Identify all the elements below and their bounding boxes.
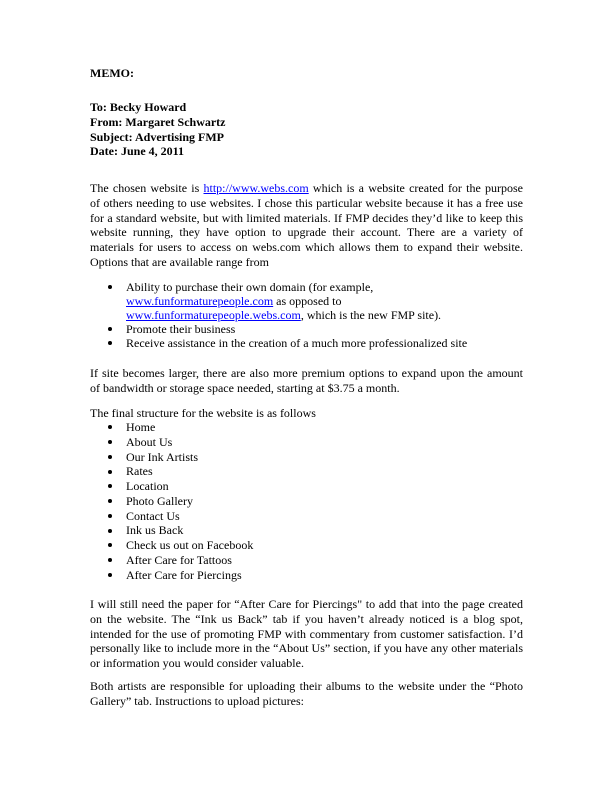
list-item <box>126 568 523 583</box>
bullet-icon <box>108 543 112 547</box>
list-item <box>126 538 523 553</box>
paragraph-line: personally like to include more in the “About Us” section, if you have any other materials <box>90 641 523 656</box>
paragraph-line: on the website. The “Ink us Back” tab if you haven’t already noticed is a blog spot, <box>90 611 523 626</box>
intro-suffix: which is a website created for the purpose <box>308 181 524 195</box>
upload-paragraph <box>90 679 523 709</box>
bullet-icon <box>108 455 112 459</box>
structure-item-rates: Rates <box>126 464 153 479</box>
fmp-site-link[interactable]: www.funformaturepeople.webs.com <box>126 308 301 322</box>
list-item <box>126 435 523 450</box>
list-item <box>126 322 523 336</box>
options-list <box>126 280 523 350</box>
bullet-icon <box>108 327 112 331</box>
memo-heading: MEMO: <box>90 66 134 80</box>
structure-item-photo-gallery: Photo Gallery <box>126 493 193 508</box>
webs-link[interactable]: http://www.webs.com <box>203 181 309 195</box>
premium-paragraph <box>90 366 523 396</box>
option-text: Receive assistance in the creation of a much more professionalized site <box>126 336 468 350</box>
bullet-icon <box>108 514 112 518</box>
fmp-site-suffix: , which is the new FMP site). <box>300 308 442 322</box>
bullet-icon <box>108 470 112 474</box>
structure-item-facebook: Check us out on Facebook <box>126 538 254 552</box>
paragraph-line: of others needing to use websites. I chose this particular website because it has a free use <box>90 195 523 210</box>
paragraph-line: Gallery” tab. Instructions to upload pictures: <box>90 693 304 708</box>
list-item <box>126 336 523 350</box>
memo-subject: Subject: Advertising FMP <box>90 129 224 144</box>
bullet-icon <box>108 499 112 503</box>
bullet-icon <box>108 440 112 444</box>
structure-item-aftercare-piercings: After Care for Piercings <box>126 567 242 582</box>
list-item <box>126 464 523 479</box>
paragraph-line: Options that are available range from <box>90 254 269 269</box>
domain-option-line <box>126 308 523 322</box>
list-item <box>126 420 523 435</box>
paragraph-line: or information you would consider valuable. <box>90 656 304 670</box>
example-domain-link[interactable]: www.funformaturepeople.com <box>126 294 274 308</box>
paragraph-line: Both artists are responsible for uploading their albums to the website under the “Photo <box>90 679 523 693</box>
memo-header-fields <box>90 100 523 159</box>
intro-prefix: The chosen website is <box>90 181 204 195</box>
structure-item-location: Location <box>126 479 169 493</box>
bullet-icon <box>108 573 112 577</box>
list-item <box>126 479 523 494</box>
structure-list <box>126 420 523 582</box>
bullet-icon <box>108 425 112 429</box>
bullet-icon <box>108 529 112 533</box>
memo-from: From: Margaret Schwartz <box>90 114 226 129</box>
paragraph-line: If site becomes larger, there are also more premium options to expand upon the amount <box>90 366 523 380</box>
memo-date: Date: June 4, 2011 <box>90 144 184 159</box>
paragraph-line: materials for users to access on webs.com which allows them to expand their website. <box>90 240 523 254</box>
list-item <box>126 553 523 568</box>
paragraph-line: intended for the use of promoting FMP with commentary from customer satisfaction. I’d <box>90 626 523 641</box>
bullet-icon <box>108 285 112 289</box>
structure-item-ink-us-back: Ink us Back <box>126 523 184 538</box>
paragraph-line: website running, they have option to upgrade their account. There are a variety of <box>90 225 523 240</box>
list-item <box>126 523 523 538</box>
list-item <box>126 509 523 524</box>
list-item <box>126 494 523 509</box>
paragraph-line: of bandwidth or storage space needed, starting at $3.75 a month. <box>90 380 400 395</box>
structure-intro: The final structure for the website is as follows <box>90 406 316 420</box>
memo-to: To: Becky Howard <box>90 100 187 114</box>
paragraph-line <box>90 181 523 196</box>
structure-item-ink-artists: Our Ink Artists <box>126 449 198 464</box>
bullet-icon <box>108 341 112 345</box>
structure-item-contact-us: Contact Us <box>126 508 180 523</box>
aftercare-paragraph <box>90 597 523 671</box>
paragraph-line: I will still need the paper for “After Care for Piercings" to add that into the page created <box>90 597 523 611</box>
list-item <box>126 280 523 322</box>
intro-paragraph <box>90 181 523 270</box>
bullet-icon <box>108 558 112 562</box>
bullet-icon <box>108 484 112 488</box>
list-item <box>126 450 523 465</box>
structure-item-about-us: About Us <box>126 434 173 449</box>
paragraph-line: for a standard website, but with limited materials. If FMP decides they’d like to keep this <box>90 210 523 225</box>
option-text: Promote their business <box>126 322 236 336</box>
structure-item-home: Home <box>126 420 156 434</box>
example-domain-suffix: as opposed to <box>273 294 342 308</box>
domain-option-text: Ability to purchase their own domain (for example, <box>126 280 374 294</box>
domain-option-line <box>126 294 523 308</box>
structure-item-aftercare-tattoos: After Care for Tattoos <box>126 552 232 567</box>
